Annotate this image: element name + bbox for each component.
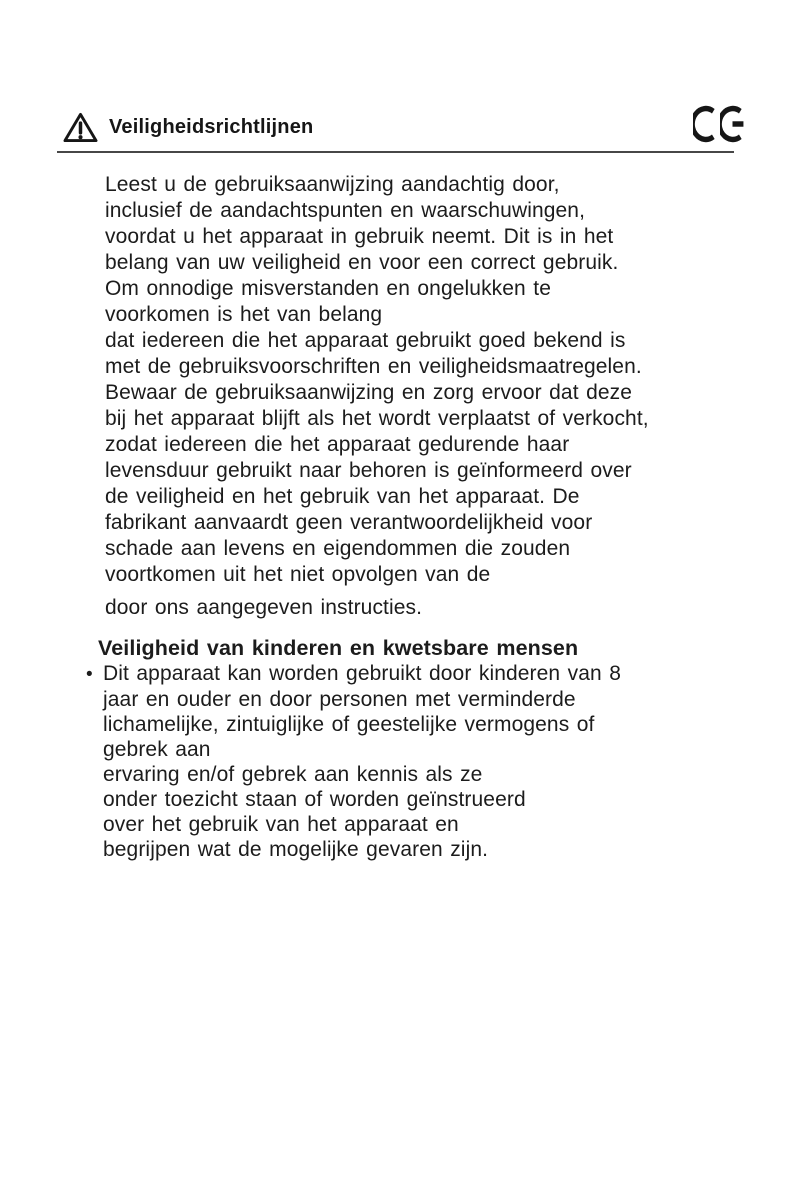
paragraph-line: voortkomen uit het niet opvolgen van de [105,563,491,586]
ce-mark-icon [693,104,745,144]
bullet-marker: • [86,664,93,685]
paragraph-line: belang van uw veiligheid en voor een correct gebruik. [105,251,619,274]
paragraph-line: met de gebruiksvoorschriften en veiligheidsmaatregelen. [105,355,642,378]
paragraph-line: schade aan levens en eigendommen die zouden [105,537,571,560]
bullet-line: over het gebruik van het apparaat en [103,813,459,836]
paragraph-line: bij het apparaat blijft als het wordt verplaatst of verkocht, [105,407,649,430]
section-heading: Veiligheid van kinderen en kwetsbare mensen [98,636,579,660]
bullet-line: jaar en ouder en door personen met verminderde [103,688,576,711]
page-header [62,111,313,144]
intro-paragraph [105,172,794,621]
warning-triangle-icon [62,111,99,144]
paragraph-line: Om onnodige misverstanden en ongelukken te [105,277,551,300]
paragraph-line: de veiligheid en het gebruik van het apparaat. De [105,485,580,508]
paragraph-line: door ons aangegeven instructies. [105,596,423,619]
header-divider [57,151,734,153]
paragraph-line: voordat u het apparaat in gebruik neemt. Dit is in het [105,225,614,248]
paragraph-line: levensduur gebruikt naar behoren is geïnformeerd over [105,459,632,482]
bullet-line-text: Dit apparaat kan worden gebruikt door kinderen van 8 [103,662,622,685]
paragraph-line: zodat iedereen die het apparaat gedurende haar [105,433,570,456]
paragraph-line: dat iedereen die het apparaat gebruikt goed bekend is [105,329,626,352]
bullet-line: onder toezicht staan of worden geïnstrueerd [103,788,526,811]
bullet-line [86,661,794,687]
body-text [0,172,794,862]
paragraph-line: Leest u de gebruiksaanwijzing aandachtig door, [105,173,560,196]
paragraph-line: Bewaar de gebruiksaanwijzing en zorg ervoor dat deze [105,381,633,404]
ce-letter-e [720,104,745,144]
ce-letter-c [693,104,718,144]
bullet-line: lichamelijke, zintuiglijke of geestelijke vermogens of [103,713,595,736]
bullet-line: gebrek aan [103,738,211,761]
page-title: Veiligheidsrichtlijnen [109,116,314,138]
paragraph-line: inclusief de aandachtspunten en waarschuwingen, [105,199,586,222]
bullet-line: ervaring en/of gebrek aan kennis als ze [103,763,483,786]
list-item [86,661,794,862]
paragraph-line: voorkomen is het van belang [105,303,383,326]
paragraph-line: fabrikant aanvaardt geen verantwoordelijkheid voor [105,511,593,534]
bullet-line: begrijpen wat de mogelijke gevaren zijn. [103,838,489,861]
